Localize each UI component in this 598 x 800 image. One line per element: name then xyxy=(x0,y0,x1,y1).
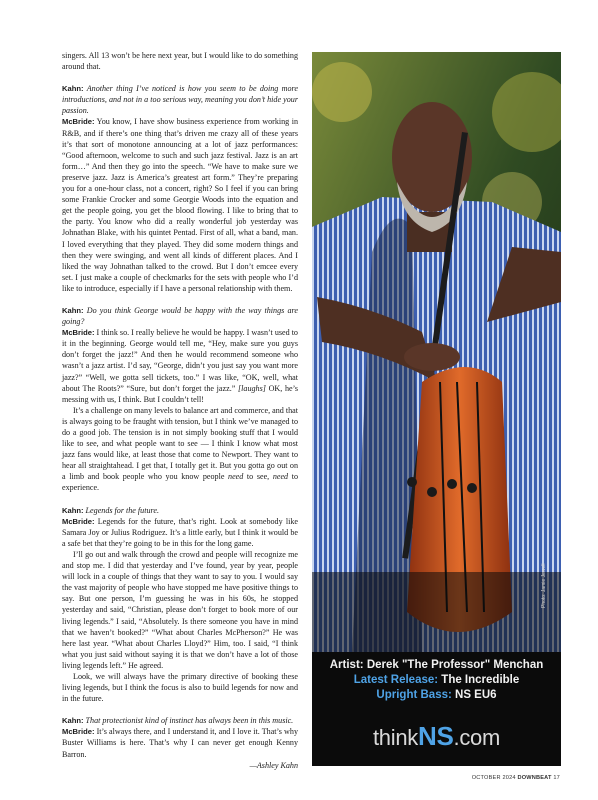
thinkns-logo[interactable] xyxy=(312,722,561,752)
speaker-kahn: Kahn: xyxy=(62,716,84,726)
advertisement xyxy=(312,52,561,766)
paragraph: singers. All 13 won’t be here next year, but I would like to do something around that. xyxy=(62,51,298,72)
photo-credit: Photo: Jamie Jewell xyxy=(541,563,547,608)
page-number: 17 xyxy=(553,775,560,781)
issue-date: OCTOBER 2024 xyxy=(471,775,516,781)
text: It’s a challenge on many levels to balance art and commerce, and that is always going to be fraught with tension, but I think we’ve managed to do a good job. The tension is in not simply booking stuff that I would like to see, and what people want to see — I think I know what most jazz fans would like, at least those that come to Newport. They want to hear all straightahead. I get that, I totally get it. But you gotta go out on a limb and book people who you know people xyxy=(62,405,298,482)
logo-com: .com xyxy=(453,725,500,750)
text: to experience. xyxy=(62,472,299,493)
ad-latest-release xyxy=(312,673,561,688)
speaker-mcbride: McBride: xyxy=(62,727,95,737)
logo-ns: NS xyxy=(417,721,454,751)
answer xyxy=(62,516,298,549)
question-text: That protectionist kind of instinct has always been in this music. xyxy=(85,716,294,726)
left-hand xyxy=(404,343,460,371)
answer-text: Legends for the future, that’s right. Look at somebody like Samara Joy or Julius Rodriguez. It’s a little early, but I think it would be a safe bet that they’re going to be in this for the long game. xyxy=(62,516,299,548)
release-label: Latest Release: xyxy=(353,674,442,686)
question xyxy=(62,305,298,327)
speaker-mcbride: McBride: xyxy=(62,328,95,338)
answer-text-end: OK, he’s messing with us, I think. But I couldn’t tell! xyxy=(62,383,298,404)
artist-label: Artist: xyxy=(329,659,367,671)
question-text: Legends for the future. xyxy=(85,505,159,515)
question-text: Another thing I’ve noticed is how you seem to be doing more introductions, and not in a too serious way, meaning you don’t hide your passion. xyxy=(62,84,298,116)
question-text: Do you think George would be happy with the way things are going? xyxy=(62,305,298,327)
emphasis: need xyxy=(228,472,244,482)
answer xyxy=(62,116,298,294)
speaker-mcbride: McBride: xyxy=(62,516,95,526)
laughs: [laughs] xyxy=(238,383,266,393)
speaker-kahn: Kahn: xyxy=(62,84,84,94)
paragraph: Look, we will always have the primary directive of booking these living legends, but I think the focus is also to build legends for now and in the future. xyxy=(62,671,298,704)
article-column xyxy=(62,50,298,771)
author-signature: —Ashley Kahn xyxy=(249,760,298,770)
speaker-mcbride: McBride: xyxy=(62,117,95,127)
speaker-kahn: Kahn: xyxy=(62,505,84,515)
logo-think: think xyxy=(373,725,418,750)
ad-upright-bass xyxy=(312,688,561,703)
question xyxy=(62,505,298,516)
paragraph xyxy=(62,405,298,494)
question xyxy=(62,715,298,726)
artist-value: Derek "The Professor" Menchan xyxy=(366,659,544,671)
bass-value: NS EU6 xyxy=(455,689,497,701)
ad-artist xyxy=(312,658,561,673)
answer-text: You know, I have show business experience from working in R&B, and if there’s one thing that’s driven me crazy all of these years it’s that sort of monotone announcing at a lot of jazz performances: “Good afternoon, welcome to such and such jazz festival. Jazz is an art form…” And then they go into the speech. “We have to make sure we preserve jazz. Jazz is America’s greatest art form.” They’re preparing you for a one-hour class, not a concert, right? So I feel if you can bring some Frankie Crocker and some Georgie Woods into the equation and get the people going, you get the blood flowing. I like to bring that to the party. You know who did a really wonderful job yesterday was Johnathan Blake, with his quintet Pentad. First of all, what a band, man. I loved everything that they played. They did some modern things and then they were swinging, and went all kinds of different places. And I liked the way Johnathan talked to the crowd. But I don’t emcee every set. I just make a couple of checkmarks for the sets with people who I’d like to introduce, especially if I have a personal relationship with them. xyxy=(62,117,298,293)
question xyxy=(62,83,298,116)
emphasis: need xyxy=(272,472,289,482)
answer xyxy=(62,726,298,759)
answer xyxy=(62,327,298,405)
text: to see, xyxy=(243,472,273,482)
speaker-kahn: Kahn: xyxy=(62,305,84,315)
answer-text: It’s always there, and I understand it, and I love it. That’s why Buster Williams is here. That’s why I can never get enough Kenny Barron. xyxy=(62,727,298,759)
ad-photo xyxy=(312,52,561,652)
magazine-name: DOWNBEAT xyxy=(517,775,552,781)
release-value: The Incredible xyxy=(441,674,520,686)
paragraph: I’ll go out and walk through the crowd and people will recognize me and stop me. I did that yesterday and I’ve found, year by year, people will lock in a couple of things that they want to say to you. I would say the vast majority of people who have stopped me have positive things to say. But one person, I’m guessing he was in his 60s, he stopped yesterday and said, “Christian, please don’t forget to book more of our living legends.” I said, “Absolutely. Is there someone you have in mind that we haven’t booked?” “What about Charles McPherson?” He was here last year. “What about Charles Lloyd?” Him, too. I said, “I think what you just said without saying it is that we don’t have a lot of those living legends left.” He agreed. xyxy=(62,549,298,670)
page-footer xyxy=(472,775,560,781)
answer-text: I think so. I really believe he would be happy. I wasn’t used to it in the beginning. George would tell me, “Hey, make sure you guys don’t forget the jazz!” And then he would recommend someone who wasn’t a jazz artist. I’d say, “George, didn’t you just say you want more jazz?” “Well, we gotta sell tickets, too.” I was like, “OK, well, what about The Roots?” “Sure, but don’t forget the jazz.” xyxy=(62,328,298,393)
bass-label: Upright Bass: xyxy=(376,689,456,701)
